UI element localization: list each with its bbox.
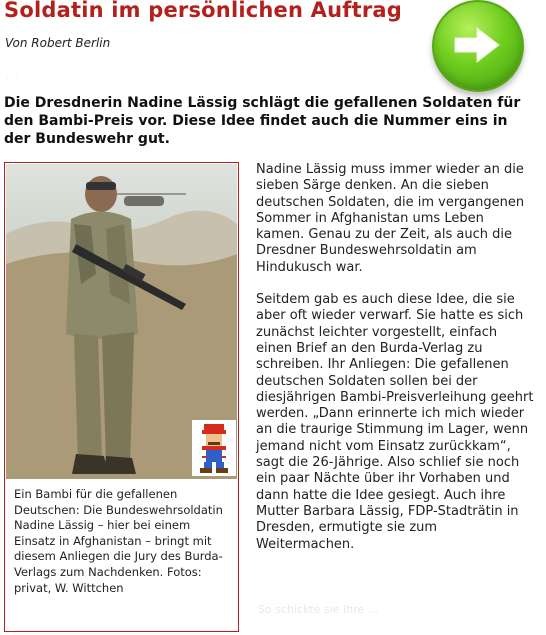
paragraph-1: Nadine Lässig muss immer wieder an die sieben Särge denken. An die sieben deutschen Soldaten, die im vergangenen Sommer in Afghanistan ums Leben kamen. Genau zu der Zeit, als auch die Dresdner Bundeswehrsoldatin am Hindukusch war. [256, 162, 525, 275]
article-lead: Die Dresdnerin Nadine Lässig schlägt die gefallenen Soldaten für den Bambi-Preis vor. Diese Idee findet auch die Nummer eins in der Bundeswehr gut. [4, 95, 521, 147]
article-body [256, 162, 536, 569]
divider-dots: · · · · [6, 74, 38, 83]
mario-icon [192, 420, 236, 476]
arrow-right-icon [453, 26, 501, 64]
article-headline: Soldatin im persönlichen Auftrag [4, 0, 402, 22]
article-byline: Von Robert Berlin [5, 36, 111, 50]
paragraph-2: Seitdem gab es auch diese Idee, die sie aber oft wieder verwarf. Sie hatte es sich zunächst leichter vorgestellt, einfach einen Brief an den Burda-Verlag zu schreiben. Ihr Anliegen: Die gefallenen deutschen Soldaten sollen bei der diesjährigen Bambi-Preisverleihung geehrt werden. „Dann erinnerte ich mich wieder an die traurige Stimmung im Lager, wenn jemand nicht vom Einsatz zurückkam“, sagt die 26-Jährige. Also schlief sie noch ein paar Nächte über ihr Vorhaben und dann hatte die Idee gesiegt. Auch ihre Mutter Barbara Lässig, FDP-Stadträtin in Dresden, ermutigte sie zum Weitermachen. [256, 292, 534, 552]
photo-caption: Ein Bambi für die gefallenen Deutschen: Die Bundeswehrsoldatin Nadine Lässig – hier bei einem Einsatz in Afghanistan – bringt mit diesem Anliegen die Jury des Burda-Verlags zum Nachdenken. Fotos: privat, W. Wittchen [14, 487, 223, 595]
article-figure [4, 162, 239, 632]
faded-continuation: So schickte sie ihre ... [258, 603, 379, 616]
soldier-photo[interactable] [6, 164, 237, 479]
next-article-button[interactable] [432, 0, 524, 92]
